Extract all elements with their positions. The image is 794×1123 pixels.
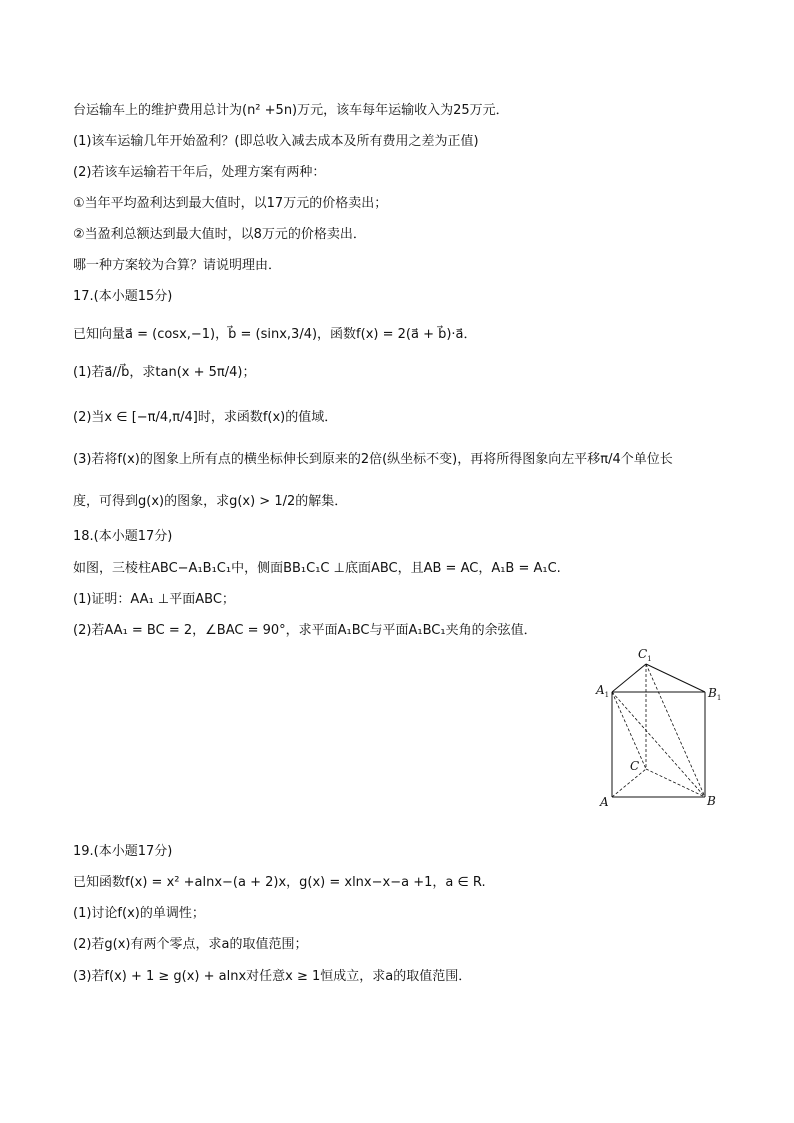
prism-diagram [592,642,732,814]
edge-C-B [646,769,705,797]
problem19-question2: (2)若g(x)有两个零点，求a的取值范围； [73,937,308,952]
prism-figure [592,642,732,814]
problem16-question1: (1)该车运输几年开始盈利？(即总收入减去成本及所有费用之差为正值) [73,134,479,149]
problem16-line1: 台运输车上的维护费用总计为(n² +5n)万元，该车每年运输收入为25万元． [73,103,509,118]
problem17-question3-b: 度，可得到g(x)的图象，求g(x) > 1/2的解集． [73,494,348,509]
segment-A1-B [612,692,705,797]
problem18-question1: (1)证明：AA₁ ⊥平面ABC； [73,592,235,607]
problem19-question3: (3)若f(x) + 1 ≥ g(x) + alnx对任意x ≥ 1恒成立，求a的取值范围． [73,969,472,984]
problem17-header: 17.(本小题15分) [73,289,173,304]
label-B: B [707,794,716,808]
problem19-stem: 已知函数f(x) = x² +alnx−(a + 2)x，g(x) = xlnx−x−a +1，a ∈ R. [73,875,486,890]
label-C: C [630,759,640,773]
label-A: A [600,795,609,809]
label-C1: $C_1$ [638,647,652,663]
problem17-question2: (2)当x ∈ [−π/4,π/4]时，求函数f(x)的值域． [73,410,338,425]
problem16-question2: (2)若该车运输若干年后，处理方案有两种： [73,165,326,180]
edge-A1-C1 [612,664,646,692]
problem17-question1: (1)若a⃗//b⃗，求tan(x + 5π/4)； [73,365,256,380]
problem16-ask: 哪一种方案较为合算？请说明理由． [73,258,282,273]
problem16-option2: ②当盈利总额达到最大值时，以8万元的价格卖出． [73,227,366,242]
segment-A1-C [612,692,646,769]
label-B1: $B_1$ [708,686,722,702]
problem17-stem: 已知向量a⃗ = (cosx,−1)，b⃗ = (sinx,3/4)，函数f(x) = 2(a⃗ + b⃗)·a⃗． [73,327,477,342]
problem18-question2: (2)若AA₁ = BC = 2，∠BAC = 90°，求平面A₁BC与平面A₁BC₁夹角的余弦值． [73,623,537,638]
label-A1: $A_1$ [596,683,610,699]
problem17-question3-a: (3)若将f(x)的图象上所有点的横坐标伸长到原来的2倍(纵坐标不变)，再将所得图象向左平移π/4个单位长 [73,452,673,467]
problem18-header: 18.(本小题17分) [73,529,173,544]
problem19-question1: (1)讨论f(x)的单调性； [73,906,205,921]
edge-A-C [612,769,646,797]
problem18-stem: 如图，三棱柱ABC−A₁B₁C₁中，侧面BB₁C₁C ⊥底面ABC，且AB = AC，A₁B = A₁C. [73,561,561,576]
segment-C1-B [646,664,705,797]
edge-C1-B1 [646,664,705,692]
problem19-header: 19.(本小题17分) [73,844,173,859]
problem16-option1: ①当年平均盈利达到最大值时，以17万元的价格卖出； [73,196,388,211]
